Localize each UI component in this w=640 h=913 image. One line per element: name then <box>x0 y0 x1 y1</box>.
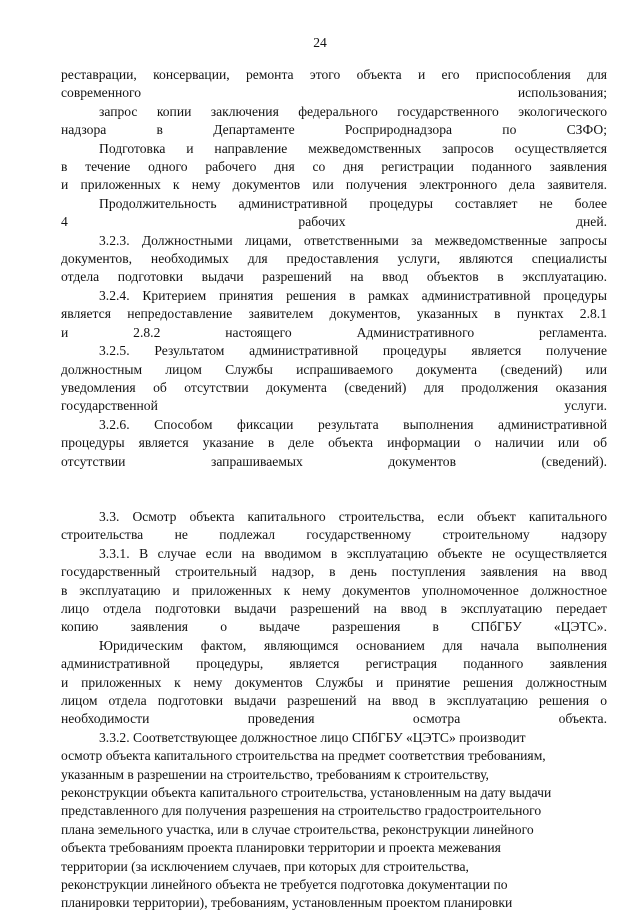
paragraph-3-3-1: 3.3.1. В случае если на вводимом в эксплуатацию объекте не осуществляется государственный строительный надзор, в день поступления заявления на ввод в эксплуатацию и приложенных к нему документов уполномоченное должностное лицо отдела подготовки выдачи разрешений на ввод в эксплуатацию передает копию заявления о выдаче разрешения в СПбГБУ «ЦЭТС». <box>61 545 607 635</box>
paragraph-3-2-6: 3.2.6. Способом фиксации результата выполнения административной процедуры является указание в деле объекта информации о наличии или об отсутствии запрашиваемых документов (сведений). <box>61 416 607 469</box>
paragraph-procedure-duration: Продолжительность административной процедуры составляет не более 4 рабочих дней. <box>61 195 607 230</box>
paragraph-3-2-5: 3.2.5. Результатом административной процедуры является получение должностным лицом Службы испрашиваемого документа (сведений) или уведомления об отсутствии документа (сведений) для продолжения оказания государственной услуги. <box>61 343 607 414</box>
page-number: 24 <box>313 35 327 50</box>
paragraph-legal-fact: Юридическим фактом, являющимся основанием для начала выполнения административной процедуры, является регистрация поданного заявления и приложенных к нему документов Службы и принятие решения должностным лицом отдела подготовки выдачи разрешений на ввод в эксплуатацию решения о необходимости проведения осмотра объекта. <box>61 637 607 727</box>
paragraph-3-2-3: 3.2.3. Должностными лицами, ответственными за межведомственные запросы документов, необходимых для предоставления услуги, являются специалисты отдела подготовки выдачи разрешений на ввод объектов в эксплуатацию. <box>61 232 607 285</box>
paragraph-3-3-2: 3.3.2. Соответствующее должностное лицо СПбГБУ «ЦЭТС» производит осмотр объекта капитального строительства на предмет соответствия требованиям, указанным в разрешении на строительство, требованиям к строительству, реконструкции объекта капитального строительства, установленным на дату выдачи представленного для получения разрешения на строительство градостроительного плана земельного участка, или в случае строительства, реконструкции линейного объекта требованиям проекта планировки территории и проекта межевания территории (за исключением случаев, при которых для строительства, реконструкции линейного объекта не требуется подготовка документации по планировки территории), требованиям, установленным проектом планировки <box>61 729 552 911</box>
document-body <box>61 66 607 913</box>
paragraph-interagency-requests: Подготовка и направление межведомственных запросов осуществляется в течение одного рабочего дня со дня регистрации поданного заявления и приложенных к нему документов или получения электронного дела заявителя. <box>61 140 607 193</box>
paragraph-3-2-4: 3.2.4. Критерием принятия решения в рамках административной процедуры является непредоставление заявителем документов, указанных в пунктах 2.8.1 и 2.8.2 настоящего Административного регламента. <box>61 287 607 340</box>
section-gap <box>61 471 607 508</box>
paragraph-intro-continuation: реставрации, консервации, ремонта этого объекта и его приспособления для современного использования; <box>61 67 607 101</box>
paragraph-ecological-request: запрос копии заключения федерального государственного экологического надзора в Департаменте Росприроднадзора по СЗФО; <box>61 103 607 138</box>
section-heading-3-3: 3.3. Осмотр объекта капитального строительства, если объект капитального строительства не подлежал государственному строительному надзору <box>61 508 607 543</box>
